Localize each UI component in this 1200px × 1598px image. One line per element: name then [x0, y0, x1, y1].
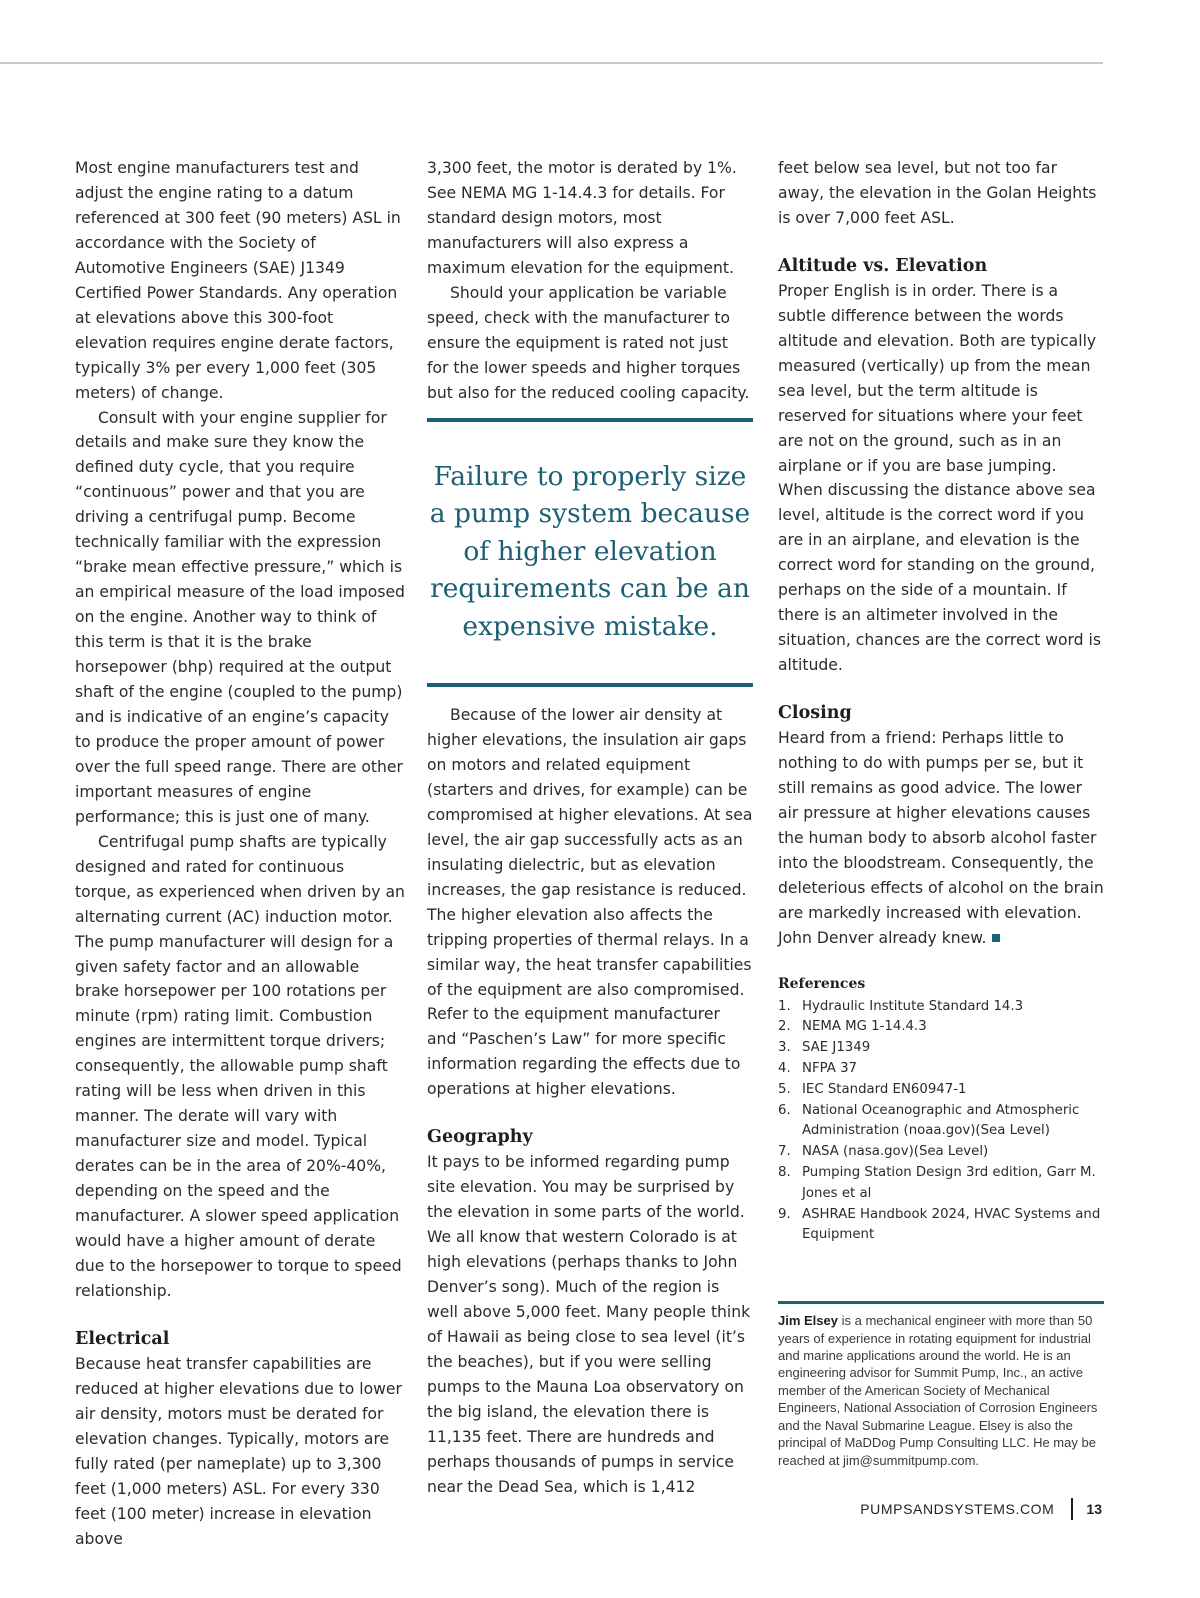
references-list [778, 997, 1104, 1247]
pull-quote [427, 418, 753, 688]
paragraph: Most engine manufacturers test and adjust the engine rating to a datum referenced at 300 feet (90 meters) ASL in accordance with the Society of Automotive Engineers (SAE) J1349 Certified Power Standards. Any operation at elevations above this 300-foot elevation requires engine derate factors, typically 3% per every 1,000 feet (305 meters) of change. [75, 159, 401, 402]
reference-item: 1. Hydraulic Institute Standard 14.3 [778, 998, 1024, 1014]
column-3 [778, 156, 1104, 1469]
references-heading: References [778, 975, 866, 992]
author-bio-text: is a mechanical engineer with more than 50 years of experience in rotating equipment for industrial and marine applications around the world. He is an engineering advisor for Summit Pump, Inc., an active member of the American Society of Mechanical Engineers, National Association of Corrosion Engineers and the Naval Submarine League. Elsey is also the principal of MaDDog Pump Consulting LLC. He may be reached at jim@summitpump.com. [778, 1313, 1098, 1468]
reference-item: 7. NASA (nasa.gov)(Sea Level) [778, 1144, 989, 1160]
page-number: 13 [1086, 1501, 1102, 1517]
section-heading-electrical: Electrical [75, 1328, 170, 1349]
footer-site: PUMPSANDSYSTEMS.COM [860, 1501, 1055, 1517]
paragraph: Consult with your engine supplier for details and make sure they know the defined duty cycle, that you require “continuous” power and that you are driving a centrifugal pump. Become technically familiar with the expression “brake mean effective pressure,” which is an empirical measure of the load imposed on the engine. Another way to think of this term is that it is the brake horsepower (bhp) required at the output shaft of the engine (coupled to the pump) and is indicative of an engine’s capacity to produce the proper amount of power over the full speed range. There are other important measures of engine performance; this is just one of many. [75, 408, 405, 826]
reference-item: 4. NFPA 37 [778, 1061, 858, 1077]
reference-item: 2. NEMA MG 1-14.4.3 [778, 1019, 927, 1035]
paragraph: Centrifugal pump shafts are typically designed and rated for continuous torque, as experienced when driven by an alternating current (AC) induction motor. The pump manufacturer will design for a given safety factor and an allowable brake horsepower per 100 rotations per minute (rpm) rating limit. Combustion engines are intermittent torque drivers; consequently, the allowable pump shaft rating will be less when driven in this manner. The derate will vary with manufacturer size and model. Typical derates can be in the area of 20%-40%, depending on the speed and the manufacturer. A slower speed application would have a higher amount of derate due to the horsepower to torque to speed relationship. [75, 832, 405, 1300]
end-square-icon [992, 934, 1000, 942]
column-1 [75, 156, 405, 1551]
top-rule [0, 62, 1103, 64]
section-heading-closing: Closing [778, 703, 852, 724]
reference-item: 9. ASHRAE Handbook 2024, HVAC Systems and Equipment [778, 1206, 1101, 1243]
paragraph: Proper English is in order. There is a subtle difference between the words altitude and elevation. Both are typically measured (vertically) up from the mean sea level, but the term altitude is reserved for situations where your feet are not on the ground, such as in an airplane or if you are base jumping. When discussing the distance above sea level, altitude is the correct word if you are in an airplane, and elevation is the correct word for standing on the ground, perhaps on the side of a mountain. If there is an altimeter involved in the situation, chances are the correct word is altitude. [778, 281, 1101, 675]
author-bio [778, 1312, 1104, 1469]
column-2 [427, 156, 753, 1500]
paragraph: Because of the lower air density at higher elevations, the insulation air gaps on motors and related equipment (starters and drives, for example) can be compromised at higher elevations. At sea level, the air gap successfully acts as an insulating dielectric, but as elevation increases, the gap resistance is reduced. The higher elevation also affects the tripping properties of thermal relays. In a similar way, the heat transfer capabilities of the equipment are also compromised. Refer to the equipment manufacturer and “Paschen’s Law” for more specific information regarding the effects due to operations at higher elevations. [427, 706, 753, 1099]
pull-quote-text: Failure to properly size a pump system because of higher elevation requirements can be an expensive mistake. [429, 460, 751, 642]
paragraph: Should your application be variable speed, check with the manufacturer to ensure the equipment is rated not just for the lower speeds and higher torques but also for the reduced cooling capacity. [427, 283, 750, 402]
section-heading-geography: Geography [427, 1127, 533, 1148]
reference-item: 3. SAE J1349 [778, 1040, 871, 1056]
author-name: Jim Elsey [778, 1313, 838, 1329]
paragraph: 3,300 feet, the motor is derated by 1%. See NEMA MG 1-14.4.3 for details. For standard design motors, most manufacturers will also express a maximum elevation for the equipment. [427, 159, 737, 277]
paragraph: Because heat transfer capabilities are reduced at higher elevations due to lower air density, motors must be derated for elevation changes. Typically, motors are fully rated (per nameplate) up to 3,300 feet (1,000 meters) ASL. For every 330 feet (100 meter) increase in elevation above [75, 1354, 402, 1548]
footer-divider [1071, 1498, 1073, 1520]
reference-item: 8. Pumping Station Design 3rd edition, Garr M. Jones et al [778, 1165, 1096, 1201]
reference-item: 5. IEC Standard EN60947-1 [778, 1081, 967, 1097]
section-heading-altitude: Altitude vs. Elevation [778, 255, 988, 276]
paragraph: It pays to be informed regarding pump site elevation. You may be surprised by the elevation in some parts of the world. We all know that western Colorado is at high elevations (perhaps thanks to John Denver’s song). Much of the region is well above 5,000 feet. Many people think of Hawaii as being close to sea level (it’s the beaches), but if you were selling pumps to the Mauna Loa observatory on the big island, the elevation there is 11,135 feet. There are hundreds and perhaps thousands of pumps in service near the Dead Sea, which is 1,412 [427, 1153, 751, 1496]
bio-rule [778, 1301, 1104, 1304]
paragraph-closing [778, 726, 1104, 951]
page-footer [860, 1497, 1102, 1521]
closing-text: Heard from a friend: Perhaps little to nothing to do with pumps per se, but it still remains as good advice. The lower air pressure at higher elevations causes the human body to absorb alcohol faster into the bloodstream. Consequently, the deleterious effects of alcohol on the brain are markedly increased with elevation. John Denver already knew. [778, 729, 1104, 947]
reference-item: 6. National Oceanographic and Atmospheric Administration (noaa.gov)(Sea Level) [778, 1102, 1080, 1139]
paragraph: feet below sea level, but not too far away, the elevation in the Golan Heights is over 7,000 feet ASL. [778, 159, 1097, 227]
